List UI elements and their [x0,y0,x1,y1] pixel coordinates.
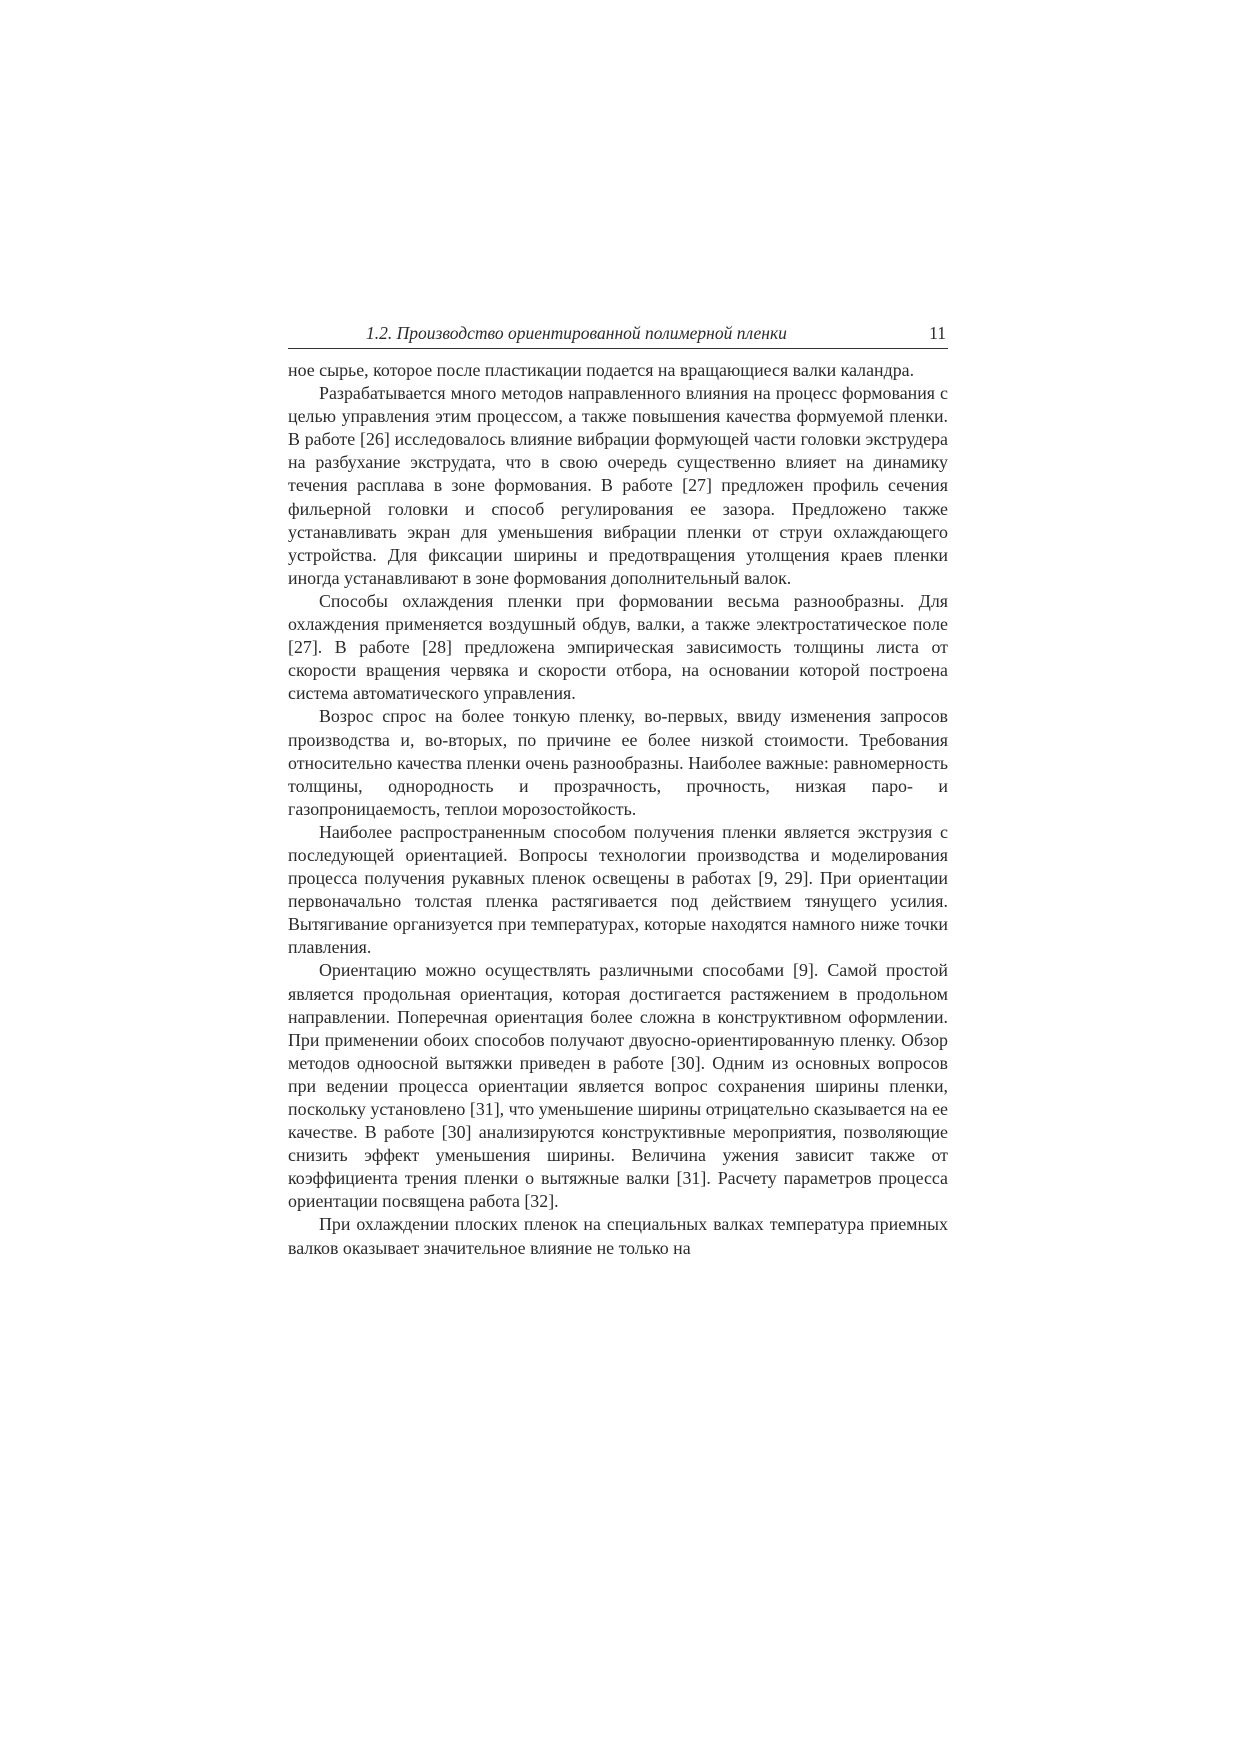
body-text [288,359,948,1260]
paragraph: Ориентацию можно осуществлять различными способами [9]. Самой простой является продольная ориентация, которая достигается растяжением в продольном направлении. Поперечная ориентация более сложна в конструктивном оформлении. При применении обоих способов получают двуосно-ориентированную пленку. Обзор методов одноосной вытяжки приведен в работе [30]. Одним из основных вопросов при ведении процесса ориентации является вопрос сохранения ширины пленки, поскольку установлено [31], что уменьшение ширины отрицательно сказывается на ее качестве. В работе [30] анализируются конструктивные мероприятия, позволяющие снизить эффект уменьшения ширины. Величина ужения зависит также от коэффициента трения пленки о вытяжные валки [31]. Расчету параметров процесса ориентации посвящена работа [32]. [288,960,948,1212]
paragraph: При охлаждении плоских пленок на специальных валках температура приемных валков оказывает значительное влияние не только на [288,1214,948,1258]
paragraph: Наиболее распространенным способом получения пленки является экструзия с последующей ориентацией. Вопросы технологии производства и моделирования процесса получения рукавных пленок освещены в работах [9, 29]. При ориентации первоначально толстая пленка растягивается под действием тянущего усилия. Вытягивание организуется при температурах, которые находятся намного ниже точки плавления. [288,821,948,958]
paragraph-continuation: ное сырье, которое после пластикации подается на вращающиеся валки каландра. [288,360,915,380]
book-page [288,318,948,1260]
paragraph: Возрос спрос на более тонкую пленку, во-первых, ввиду изменения запросов производства и, во-вторых, по причине ее более низкой стоимости. Требования относительно качества пленки очень разнообразны. Наиболее важные: равномерность толщины, однородность и прозрачность, прочность, низкая паро- и газопроницаемость, теплои морозостойкость. [288,706,948,819]
paragraph: Способы охлаждения пленки при формовании весьма разнообразны. Для охлаждения применяется воздушный обдув, валки, а также электростатическое поле [27]. В работе [28] предложена эмпирическая зависимость толщины листа от скорости вращения червяка и скорости отбора, на основании которой построена система автоматического управления. [288,590,948,704]
running-title: 1.2. Производство ориентированной полимерной пленки [366,323,787,343]
paragraph: Разрабатывается много методов направленного влияния на процесс формования с целью управления этим процессом, а также повышения качества формуемой пленки. В работе [26] исследовалось влияние вибрации формующей части головки экструдера на разбухание экструдата, что в свою очередь существенно влияет на динамику течения расплава в зоне формования. В работе [27] предложен профиль сечения фильерной головки и способ регулирования ее зазора. Предложено также устанавливать экран для уменьшения вибрации пленки от струи охлаждающего устройства. Для фиксации ширины и предотвращения утолщения краев пленки иногда устанавливают в зоне формования дополнительный валок. [288,383,948,588]
page-number: 11 [929,323,946,343]
running-header [288,318,948,349]
